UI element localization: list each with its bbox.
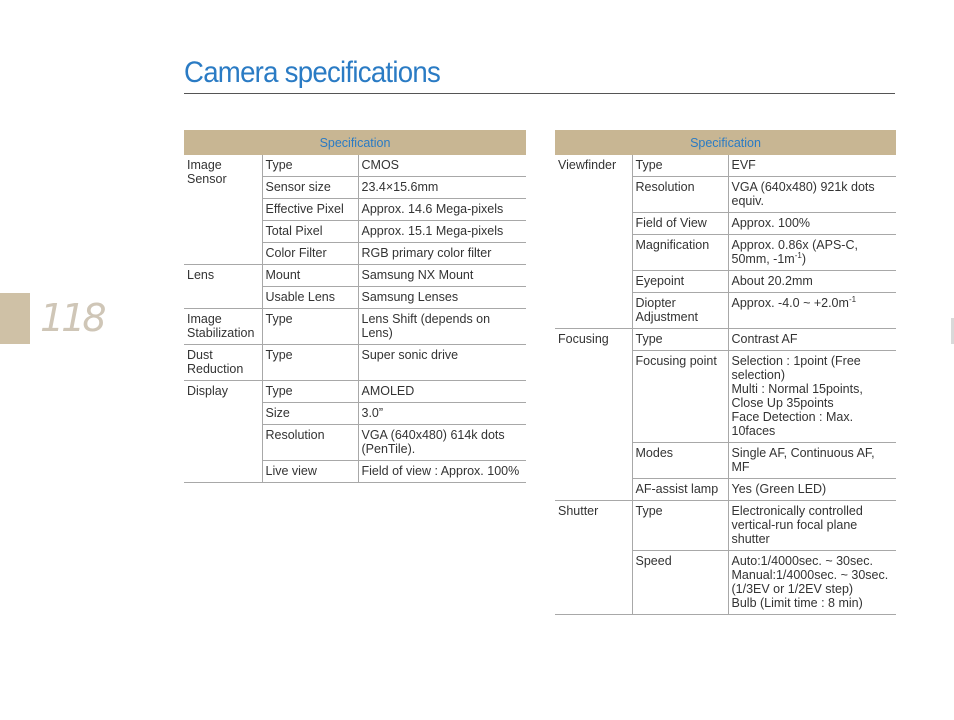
spec-value <box>358 243 526 265</box>
spec-value-text: VGA (640x480) 921k dots equiv. <box>731 180 875 208</box>
spec-value <box>358 309 526 345</box>
title-rule <box>184 93 895 94</box>
spec-value <box>358 345 526 381</box>
spec-value-line: Bulb (Limit time : 8 min) <box>731 596 863 610</box>
table-header: Specification <box>184 130 526 155</box>
spec-value <box>358 265 526 287</box>
spec-value <box>728 479 896 501</box>
spec-item: Effective Pixel <box>262 199 358 221</box>
spec-value <box>728 501 896 551</box>
spec-value-text: VGA (640x480) 614k dots (PenTile). <box>361 428 505 456</box>
spec-row <box>555 329 896 351</box>
spec-value <box>728 235 896 271</box>
spec-item: Field of View <box>632 213 728 235</box>
spec-value-text: 3.0” <box>361 406 384 420</box>
spec-value-text: Field of view : Approx. 100% <box>361 464 520 478</box>
spec-value-text: Lens Shift (depends on Lens) <box>361 312 491 340</box>
side-tab <box>0 293 30 344</box>
spec-value <box>728 271 896 293</box>
spec-item: Type <box>632 155 728 177</box>
spec-category: Dust Reduction <box>184 345 262 381</box>
spec-category: Image Stabilization <box>184 309 262 345</box>
superscript: -1 <box>848 294 857 304</box>
spec-value <box>728 155 896 177</box>
spec-value <box>358 403 526 425</box>
spec-value-text: Approx. 15.1 Mega-pixels <box>361 224 504 238</box>
spec-value-line: Auto:1/4000sec. ~ 30sec. <box>731 554 873 568</box>
spec-category: Focusing <box>555 329 632 501</box>
spec-value-text: Samsung Lenses <box>361 290 459 304</box>
spec-value <box>358 221 526 243</box>
spec-item: Speed <box>632 551 728 615</box>
spec-value-text: RGB primary color filter <box>361 246 492 260</box>
spec-value-line: Multi : Normal 15points, Close Up 35points <box>731 382 863 410</box>
spec-value <box>358 425 526 461</box>
spec-value <box>728 293 896 329</box>
spec-row <box>184 155 526 177</box>
spec-value <box>358 381 526 403</box>
spec-item: Modes <box>632 443 728 479</box>
spec-value-text: Approx. 0.86x (APS-C, 50mm, -1m <box>731 238 858 266</box>
spec-value <box>728 329 896 351</box>
page-number: 118 <box>40 296 104 340</box>
spec-item: Diopter Adjustment <box>632 293 728 329</box>
spec-value-line: Selection : 1point (Free selection) <box>731 354 861 382</box>
spec-value-text: AMOLED <box>361 384 415 398</box>
spec-value <box>358 199 526 221</box>
spec-category: Display <box>184 381 262 483</box>
spec-item: Sensor size <box>262 177 358 199</box>
spec-value <box>728 351 896 443</box>
spec-item: Eyepoint <box>632 271 728 293</box>
spec-value-text: Approx. -4.0 ~ +2.0m <box>731 296 849 310</box>
spec-table-right <box>555 130 896 615</box>
spec-value <box>728 551 896 615</box>
spec-value <box>728 443 896 479</box>
spec-row <box>184 309 526 345</box>
spec-value-text: Single AF, Continuous AF, MF <box>731 446 875 474</box>
table-header: Specification <box>555 130 896 155</box>
spec-item: AF-assist lamp <box>632 479 728 501</box>
superscript: -1 <box>794 250 802 260</box>
spec-value-text: Samsung NX Mount <box>361 268 474 282</box>
spec-category: Image Sensor <box>184 155 262 265</box>
spec-category: Shutter <box>555 501 632 615</box>
spec-value-text: Electronically controlled vertical-run focal plane shutter <box>731 504 863 546</box>
spec-value-text: Yes (Green LED) <box>731 482 827 496</box>
spec-row <box>555 501 896 551</box>
spec-table-left <box>184 130 526 483</box>
spec-item: Size <box>262 403 358 425</box>
spec-item: Type <box>632 501 728 551</box>
spec-value-text: About 20.2mm <box>731 274 813 288</box>
spec-item: Type <box>262 381 358 403</box>
spec-item: Live view <box>262 461 358 483</box>
spec-value-text: EVF <box>731 158 756 172</box>
spec-item: Type <box>632 329 728 351</box>
spec-row <box>184 345 526 381</box>
spec-value-text: Super sonic drive <box>361 348 459 362</box>
spec-item: Total Pixel <box>262 221 358 243</box>
spec-category: Viewfinder <box>555 155 632 329</box>
spec-value <box>358 177 526 199</box>
spec-value-suffix: ) <box>801 252 806 266</box>
spec-item: Type <box>262 155 358 177</box>
spec-value <box>358 155 526 177</box>
spec-item: Resolution <box>632 177 728 213</box>
spec-row <box>555 155 896 177</box>
spec-row <box>184 265 526 287</box>
spec-value <box>358 287 526 309</box>
spec-value-text: Approx. 14.6 Mega-pixels <box>361 202 504 216</box>
spec-item: Mount <box>262 265 358 287</box>
spec-row <box>184 381 526 403</box>
spec-value-text: Approx. 100% <box>731 216 811 230</box>
spec-value-line: Face Detection : Max. 10faces <box>731 410 854 438</box>
page-title: Camera specifications <box>184 56 441 89</box>
spec-item: Type <box>262 345 358 381</box>
spec-item: Usable Lens <box>262 287 358 309</box>
spec-value <box>728 177 896 213</box>
spec-category: Lens <box>184 265 262 309</box>
spec-item: Color Filter <box>262 243 358 265</box>
spec-value-text: CMOS <box>361 158 399 172</box>
spec-item: Resolution <box>262 425 358 461</box>
spec-value-line: Manual:1/4000sec. ~ 30sec. (1/3EV or 1/2EV step) <box>731 568 889 596</box>
spec-value-text: 23.4×15.6mm <box>361 180 439 194</box>
spec-item: Focusing point <box>632 351 728 443</box>
spec-item: Type <box>262 309 358 345</box>
spec-value <box>728 213 896 235</box>
spec-item: Magnification <box>632 235 728 271</box>
spec-value-text: Contrast AF <box>731 332 798 346</box>
spec-value <box>358 461 526 483</box>
